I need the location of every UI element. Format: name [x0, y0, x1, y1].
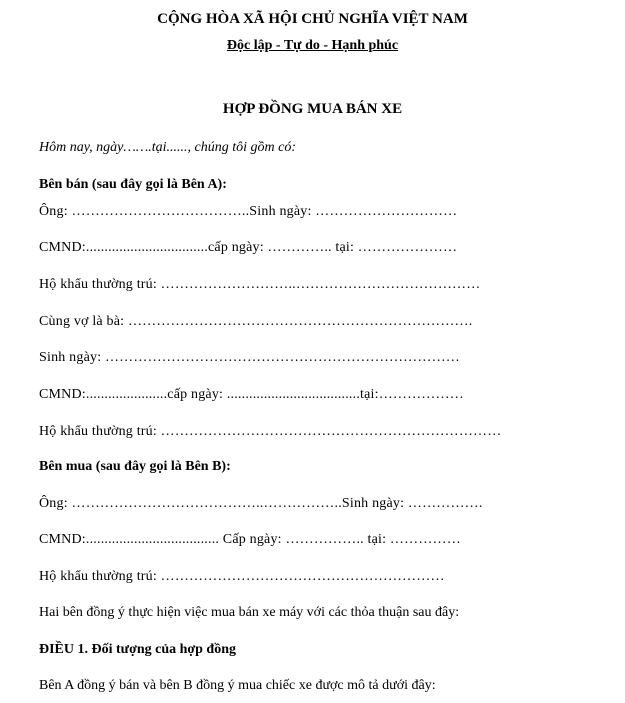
party-a-spouse-residence-line: Hộ khẩu thường trú: ………………………………………………………………	[39, 424, 502, 439]
party-b-residence-line: Hộ khẩu thường trú: ……………………………………………………	[39, 569, 445, 584]
national-motto: Độc lập - Tự do - Hạnh phúc	[226, 38, 399, 53]
party-a-id-line: CMND:.................................cấp ngày: ………….. tại: …………………	[39, 240, 458, 255]
party-b-name-line: Ông: …………………………………..……………..Sinh ngày: …………….	[39, 496, 483, 511]
article-1-heading: ĐIỀU 1. Đối tượng của hợp đồng	[39, 642, 237, 657]
party-a-name-line: Ông: ………………………………..Sinh ngày: …………………………	[39, 204, 458, 219]
party-a-spouse-line: Cùng vợ là bà: ……………………………………………………………….	[39, 314, 473, 329]
agreement-line: Hai bên đồng ý thực hiện việc mua bán xe máy với các thỏa thuận sau đây:	[39, 605, 460, 620]
article-1-text: Bên A đồng ý bán và bên B đồng ý mua chiếc xe được mô tả dưới đây:	[39, 678, 436, 693]
party-a-residence-line: Hộ khẩu thường trú: ………………………..…………………………………	[39, 277, 481, 292]
party-b-id-line: CMND:.................................... Cấp ngày: …………….. tại: ……………	[39, 532, 461, 547]
intro-line: Hôm nay, ngày…….tại......, chúng tôi gồm có:	[39, 140, 297, 155]
country-name: CỘNG HÒA XÃ HỘI CHỦ NGHĨA VIỆT NAM	[157, 11, 468, 27]
party-a-spouse-birth-line: Sinh ngày: …………………………………………………………………	[39, 350, 460, 365]
document-title: HỢP ĐỒNG MUA BÁN XE	[222, 101, 403, 117]
party-a-heading: Bên bán (sau đây gọi là Bên A):	[39, 177, 227, 192]
party-a-spouse-id-line: CMND:......................cấp ngày: ....................................tại:………………	[39, 387, 464, 402]
party-b-heading: Bên mua (sau đây gọi là Bên B):	[39, 459, 231, 474]
